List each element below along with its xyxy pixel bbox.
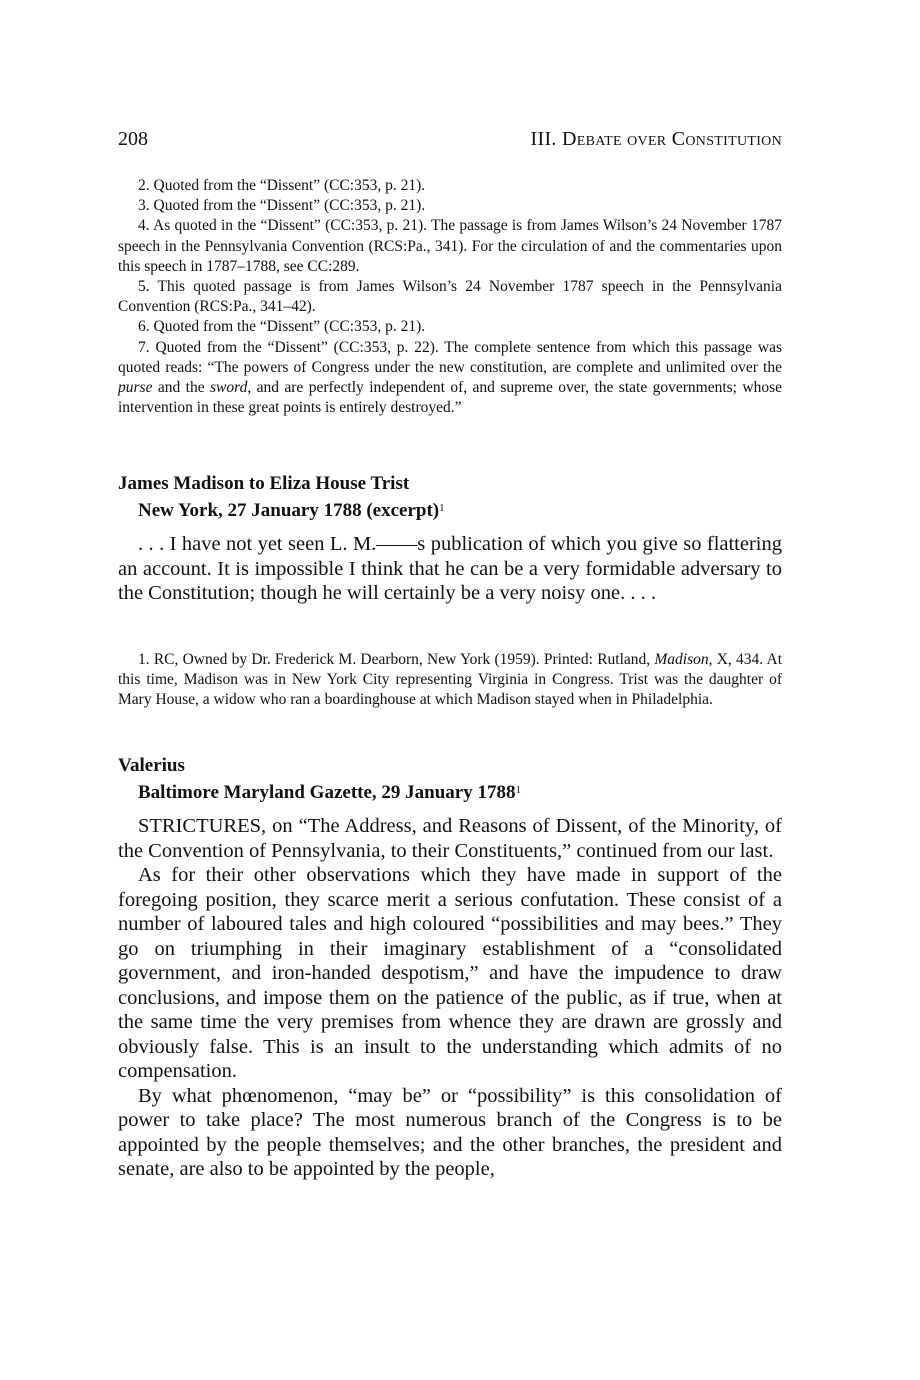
body-paragraph: STRICTURES, on “The Address, and Reasons of Dissent, of the Minority, of the Convention of Pennsylvania, to their Constituents,” continued from our last. xyxy=(118,815,782,862)
footnote-text: 1. RC, Owned by Dr. Frederick M. Dearborn, New York (1959). Printed: Rutland, Madison, X, 434. At this time, Madison was in New York City representing Virginia in Congress. Trist was the daughter of Mary House, a widow who ran a boardinghouse at which Madison stayed when in Philadelphia. xyxy=(118,651,783,709)
body-paragraph: As for their other observations which they have made in support of the foregoing position, they scarce merit a serious confutation. These consist of a number of laboured tales and high coloured “possibilities and may bees.” They go on triumphing in their imaginary establishment of a “consolidated government, and iron-handed despotism,” and have the impudence to draw conclusions, and impose them on the patience of the public, as if true, when at the same time the very premises from whence they are drawn are grossly and obviously false. This is an insult to the understanding which admits of no compensation. xyxy=(118,864,782,1082)
heading-dateline xyxy=(118,497,782,524)
heading-title: Valerius xyxy=(118,755,185,776)
body-paragraph: . . . I have not yet seen L. M.——s publication of which you give so flattering an account. It is impossible I think that he can be a very formidable adversary to the Constitution; though he will certainly be a very noisy one. . . . xyxy=(118,533,782,604)
section-title: III. Debate over Constitution xyxy=(530,128,782,150)
endnote: 3. Quoted from the “Dissent” (CC:353, p. 21). xyxy=(138,197,426,215)
endnotes-top xyxy=(118,176,782,418)
dateline-text: Baltimore Maryland Gazette, 29 January 1788 xyxy=(138,782,516,803)
footnote-madison xyxy=(118,650,782,711)
footnote-marker: 1 xyxy=(439,502,445,514)
page-number: 208 xyxy=(118,128,148,150)
endnote: 6. Quoted from the “Dissent” (CC:353, p. 21). xyxy=(138,318,426,336)
running-head xyxy=(118,128,782,156)
footnote-marker: 1 xyxy=(515,784,521,796)
heading-title: James Madison to Eliza House Trist xyxy=(118,473,410,494)
endnote: 4. As quoted in the “Dissent” (CC:353, p. 21). The passage is from James Wilson’s 24 November 1787 speech in the Pennsylvania Convention (RCS:Pa., 341). For the circulation of and the commentaries upon this speech in 1787–1788, see CC:289. xyxy=(118,217,782,275)
document-heading-valerius xyxy=(118,752,782,806)
heading-dateline xyxy=(118,779,782,806)
dateline-text: New York, 27 January 1788 (excerpt) xyxy=(138,500,440,521)
article-body xyxy=(118,814,782,1182)
letter-excerpt xyxy=(118,532,782,606)
body-paragraph: By what phœnomenon, “may be” or “possibility” is this consolidation of power to take place? The most numerous branch of the Congress is to be appointed by the people themselves; and the other branches, the president and senate, are also to be appointed by the people, xyxy=(118,1084,782,1180)
document-heading-madison xyxy=(118,470,782,524)
endnote: 2. Quoted from the “Dissent” (CC:353, p. 21). xyxy=(138,177,426,194)
endnote: 5. This quoted passage is from James Wilson’s 24 November 1787 speech in the Pennsylvania Convention (RCS:Pa., 341–42). xyxy=(118,278,782,316)
endnote: 7. Quoted from the “Dissent” (CC:353, p. 22). The complete sentence from which this passage was quoted reads: “The powers of Congress under the new constitution, are complete and unlimited over the purse and the sword, and are perfectly independent of, and supreme over, the state governments; whose intervention in these great points is entirely destroyed.” xyxy=(118,338,782,417)
